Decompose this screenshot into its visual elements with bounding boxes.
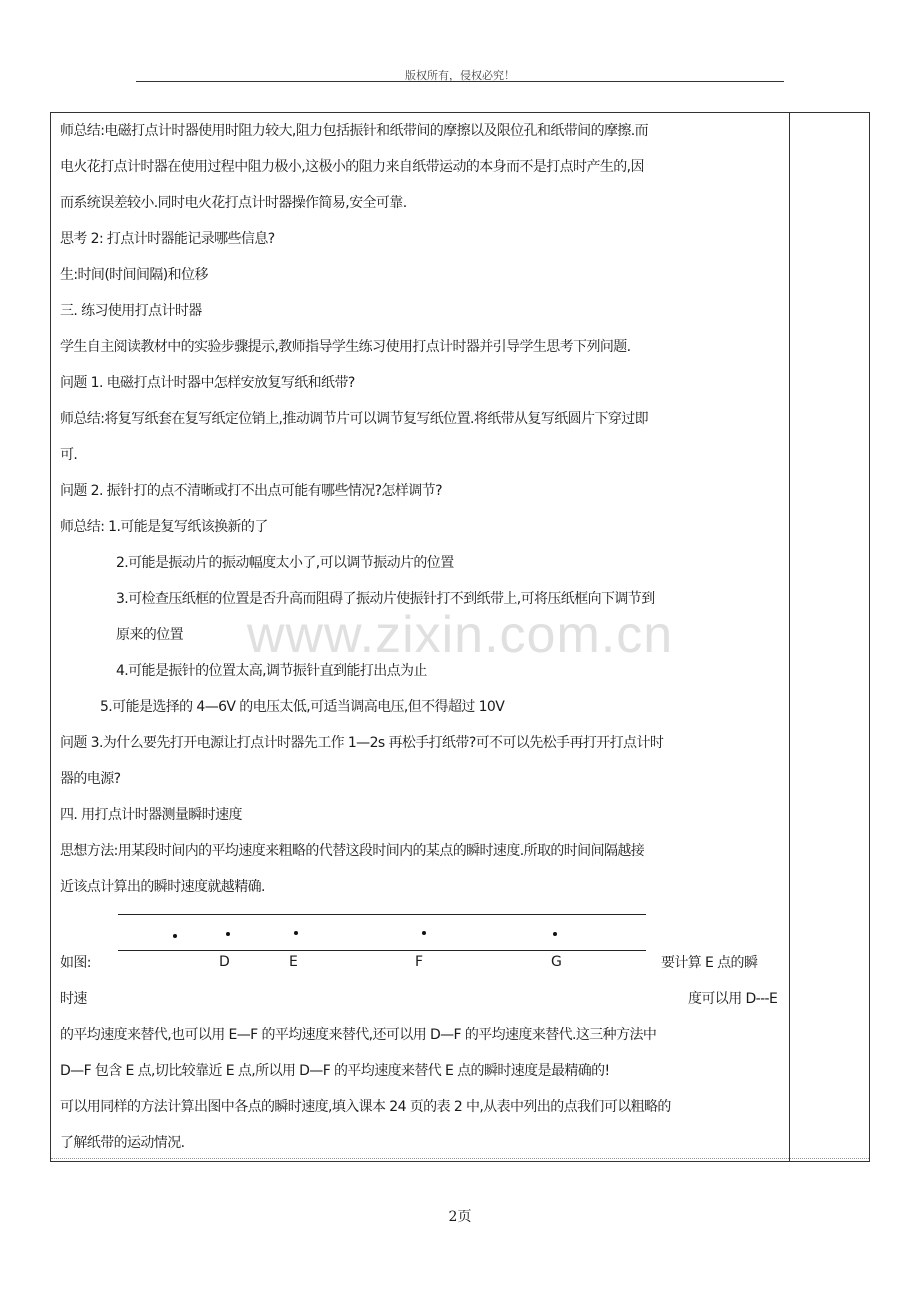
figure-side-text: 要计算 E 点的瞬 — [661, 955, 758, 971]
figure-side-text: 度可以用 D---E — [688, 991, 778, 1007]
text-line: 可. — [60, 447, 78, 463]
page-header: 版权所有，侵权必究！ — [405, 69, 515, 82]
section-heading: 三. 练习使用打点计时器 — [60, 303, 202, 319]
page-number: 2页 — [448, 1209, 472, 1225]
text-line: 学生自主阅读教材中的实验步骤提示,教师指导学生练习使用打点计时器并引导学生思考下列问题. — [60, 339, 631, 355]
question-line: 问题 3.为什么要先打开电源让打点计时器先工作 1—2s 再松手打纸带?可不可以先松手再打开打点计时 — [60, 735, 664, 751]
text-line: 师总结:电磁打点计时器使用时阻力较大,阻力包括振针和纸带间的摩擦以及限位孔和纸带间的摩擦.而 — [60, 123, 649, 139]
text-line: 了解纸带的运动情况. — [60, 1135, 185, 1151]
text-line: 电火花打点计时器在使用过程中阻力极小,这极小的阻力来自纸带运动的本身而不是打点时产生的,因 — [60, 159, 644, 175]
text-line: 师总结:将复写纸套在复写纸定位销上,推动调节片可以调节复写纸位置.将纸带从复写纸圆片下穿过即 — [60, 411, 649, 427]
text-line: 生:时间(时间间隔)和位移 — [60, 267, 208, 283]
header-rule — [136, 81, 784, 82]
list-item: 4.可能是振针的位置太高,调节振针直到能打出点为止 — [116, 663, 427, 679]
list-item: 3.可检查压纸框的位置是否升高而阻碍了振动片使振针打不到纸带上,可将压纸框向下调节到 — [116, 591, 655, 607]
text-line: 器的电源? — [60, 771, 121, 787]
text-line: 思想方法:用某段时间内的平均速度来粗略的代替这段时间内的某点的瞬时速度.所取的时间间隔越接 — [60, 843, 645, 859]
text-line: D—F 包含 E 点,切比较靠近 E 点,所以用 D—F 的平均速度来替代 E 点的瞬时速度是最精确的! — [60, 1063, 610, 1079]
tape-dot — [173, 934, 177, 938]
tape-dot — [294, 931, 298, 935]
watermark: www.zixin.com.cn — [246, 606, 674, 664]
question-line: 问题 2. 振针打的点不清晰或打不出点可能有哪些情况?怎样调节? — [60, 483, 442, 499]
point-label-g: G — [551, 954, 562, 970]
text-line: 而系统误差较小.同时电火花打点计时器操作简易,安全可靠. — [60, 195, 407, 211]
tape-dot — [422, 931, 426, 935]
tape-bottom-edge — [118, 950, 646, 951]
tape-dot — [553, 932, 557, 936]
figure-label: 如图: — [60, 955, 91, 971]
point-label-d: D — [219, 954, 230, 970]
list-item: 5.可能是选择的 4—6V 的电压太低,可适当调高电压,但不得超过 10V — [100, 699, 505, 715]
text-line: 的平均速度来替代,也可以用 E—F 的平均速度来替代,还可以用 D—F 的平均速度来替代.这三种方法中 — [60, 1027, 657, 1043]
figure-label: 时速 — [60, 991, 87, 1007]
frame-bottom-rule — [51, 1158, 869, 1159]
question-line: 问题 1. 电磁打点计时器中怎样安放复写纸和纸带? — [60, 375, 355, 391]
point-label-f: F — [415, 954, 424, 970]
text-line: 近该点计算出的瞬时速度就越精确. — [60, 879, 265, 895]
tape-dot — [226, 932, 230, 936]
text-line: 可以用同样的方法计算出图中各点的瞬时速度,填入课本 24 页的表 2 中,从表中列出的点我们可以粗略的 — [60, 1099, 671, 1115]
tape-top-edge — [118, 914, 646, 915]
list-item: 2.可能是振动片的振动幅度太小了,可以调节振动片的位置 — [116, 555, 454, 571]
point-label-e: E — [289, 954, 298, 970]
section-heading: 四. 用打点计时器测量瞬时速度 — [60, 807, 242, 823]
text-line: 师总结: 1.可能是复写纸该换新的了 — [60, 519, 268, 535]
list-item: 原来的位置 — [116, 627, 183, 643]
text-line: 思考 2: 打点计时器能记录哪些信息? — [60, 231, 275, 247]
